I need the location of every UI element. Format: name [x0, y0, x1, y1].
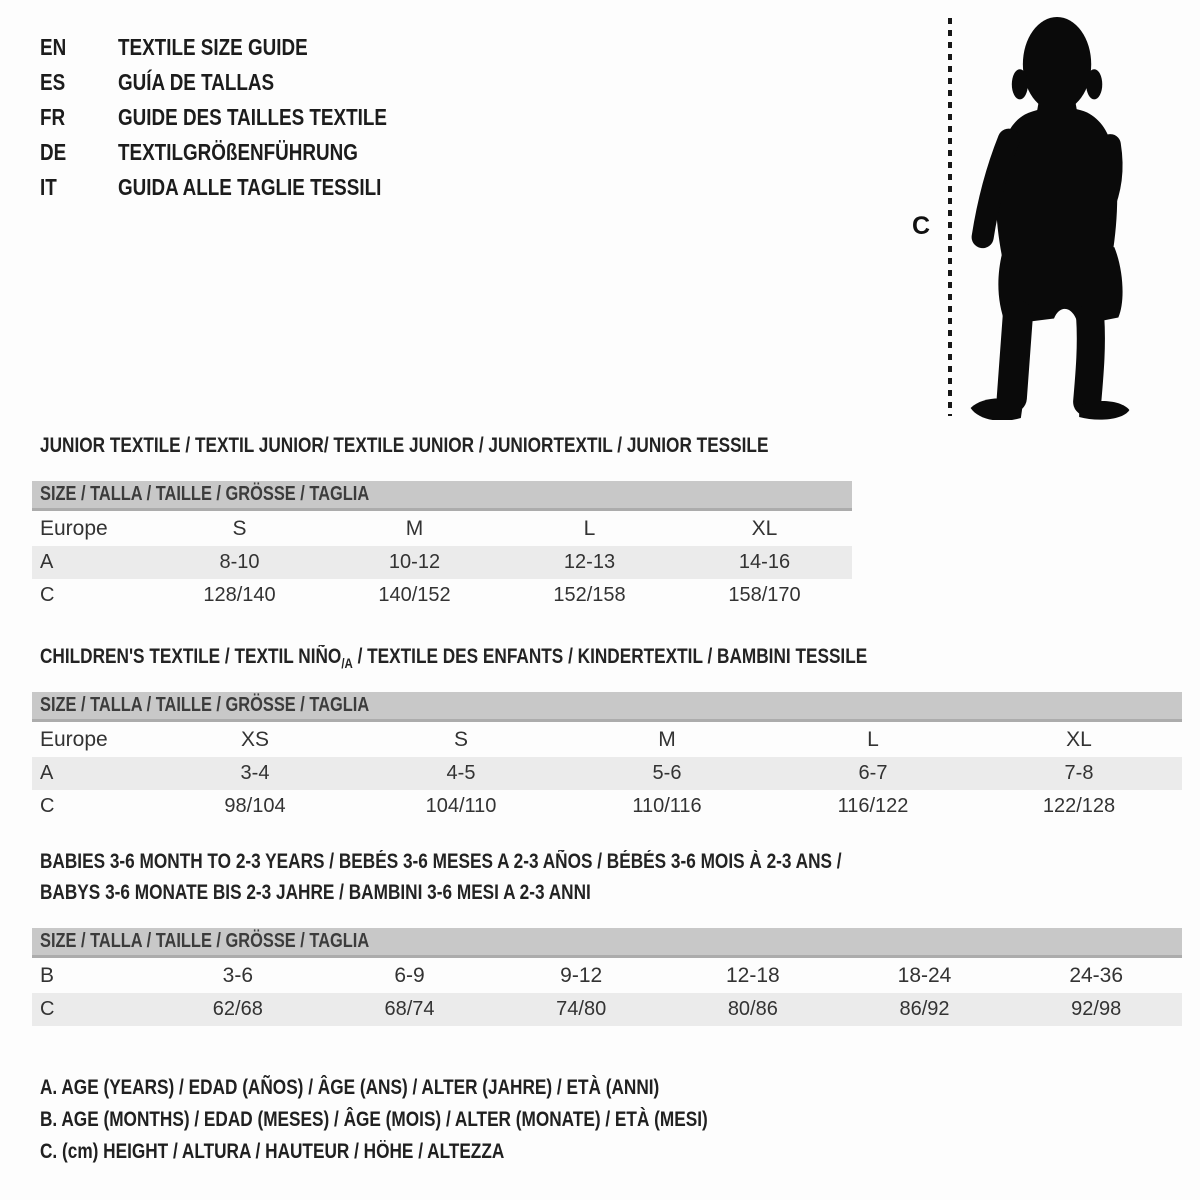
age-cell: 6-7 [858, 762, 888, 784]
language-row [40, 170, 446, 205]
guide-title-it: GUIDA ALLE TAGLIE TESSILI [118, 174, 382, 200]
size-cell: M [405, 516, 424, 540]
children-title-text: CHILDREN'S TEXTILE / TEXTIL NIÑO [40, 645, 342, 668]
guide-title-en: TEXTILE SIZE GUIDE [118, 34, 308, 60]
row-label: C [40, 584, 55, 606]
children-size-table [32, 692, 1182, 823]
age-cell: 12-18 [725, 963, 780, 987]
children-title-text: / TEXTILE DES ENFANTS / KINDERTEXTIL / BAMBINI TESSILE [352, 645, 868, 668]
age-cell: 12-13 [563, 551, 616, 573]
babies-textile-title [40, 846, 1018, 908]
language-row [40, 65, 446, 100]
age-cell: 24-36 [1069, 963, 1124, 987]
height-cell: 74/80 [556, 998, 607, 1020]
babies-title-line2: BABYS 3-6 MONATE BIS 2-3 JAHRE / BAMBINI 3-6 MESI A 2-3 ANNI [40, 881, 591, 904]
legend-line-b: B. AGE (MONTHS) / EDAD (MESES) / ÂGE (MOIS) / ALTER (MONATE) / ETÀ (MESI) [40, 1108, 708, 1131]
height-cell: 110/116 [632, 795, 702, 817]
guide-title-fr: GUIDE DES TAILLES TEXTILE [118, 104, 387, 130]
age-cell: 6-9 [394, 963, 425, 987]
table-row-europe [32, 722, 1182, 757]
guide-title-de: TEXTILGRÖßENFÜHRUNG [118, 139, 358, 165]
height-dashed-line [948, 18, 952, 416]
size-header-text: SIZE / TALLA / TAILLE / GRÖSSE / TAGLIA [40, 930, 370, 952]
guide-title-es: GUÍA DE TALLAS [118, 69, 275, 95]
babies-size-table [32, 928, 1182, 1026]
legend-line-c: C. (cm) HEIGHT / ALTURA / HAUTEUR / HÖHE / ALTEZZA [40, 1140, 505, 1163]
table-row-height [32, 579, 852, 612]
children-textile-title [40, 645, 867, 669]
toddler-silhouette-icon [960, 14, 1140, 420]
age-cell: 18-24 [897, 963, 952, 987]
language-row [40, 135, 446, 170]
size-cell: XL [1066, 727, 1092, 751]
size-header-bar [32, 692, 1182, 722]
row-label: Europe [40, 727, 108, 751]
height-cell: 68/74 [384, 998, 435, 1020]
size-cell: L [583, 516, 596, 540]
table-row-europe [32, 511, 852, 546]
age-cell: 14-16 [738, 551, 791, 573]
height-cell: 116/122 [837, 795, 909, 817]
babies-title-line1: BABIES 3-6 MONTH TO 2-3 YEARS / BEBÉS 3-6 MESES A 2-3 AÑOS / BÉBÉS 3-6 MOIS À 2-3 ANS / [40, 850, 842, 873]
age-cell: 8-10 [219, 551, 260, 573]
height-cell: 80/86 [727, 998, 778, 1020]
age-cell: 4-5 [446, 762, 476, 784]
nino-a-subscript: /A [341, 655, 353, 671]
size-header-text: SIZE / TALLA / TAILLE / GRÖSSE / TAGLIA [40, 483, 370, 505]
height-cell: 128/140 [203, 584, 276, 606]
language-code: ES [40, 69, 66, 95]
age-cell: 3-6 [222, 963, 254, 987]
size-cell: S [232, 516, 247, 540]
language-row [40, 100, 446, 135]
height-cell: 92/98 [1071, 998, 1122, 1020]
height-cell: 122/128 [1042, 795, 1116, 817]
size-cell: XS [240, 727, 269, 751]
age-cell: 7-8 [1064, 762, 1094, 784]
junior-size-table [32, 481, 852, 612]
row-label: B [40, 963, 55, 987]
age-cell: 5-6 [652, 762, 682, 784]
size-cell: S [453, 727, 468, 751]
size-header-bar [32, 928, 1182, 958]
height-cell: 158/170 [728, 584, 801, 606]
age-cell: 3-4 [240, 762, 270, 784]
row-label: A [40, 551, 54, 573]
size-cell: M [658, 727, 676, 751]
height-cell: 86/92 [899, 998, 950, 1020]
language-code: FR [40, 104, 66, 130]
height-cell: 104/110 [425, 795, 497, 817]
height-cell: 152/158 [553, 584, 626, 606]
junior-textile-title: JUNIOR TEXTILE / TEXTIL JUNIOR/ TEXTILE JUNIOR / JUNIORTEXTIL / JUNIOR TESSILE [40, 434, 769, 457]
age-cell: 10-12 [388, 551, 441, 573]
language-title-list [40, 30, 446, 205]
age-cell: 9-12 [560, 963, 603, 987]
language-code: DE [40, 139, 67, 165]
table-row-height [32, 790, 1182, 823]
table-row-age [32, 757, 1182, 790]
row-label: C [40, 998, 55, 1020]
table-row-age-months [32, 958, 1182, 993]
height-cell: 140/152 [378, 584, 451, 606]
language-code: IT [40, 174, 57, 200]
height-cell: 98/104 [224, 795, 286, 817]
table-row-age [32, 546, 852, 579]
legend-line-a: A. AGE (YEARS) / EDAD (AÑOS) / ÂGE (ANS) / ALTER (JAHRE) / ETÀ (ANNI) [40, 1076, 660, 1099]
height-measure-label: C [912, 212, 931, 240]
measurement-legend [40, 1072, 854, 1168]
row-label: Europe [40, 516, 108, 540]
language-code: EN [40, 34, 67, 60]
size-header-text: SIZE / TALLA / TAILLE / GRÖSSE / TAGLIA [40, 694, 370, 716]
height-cell: 62/68 [212, 998, 263, 1020]
row-label: C [40, 795, 55, 817]
language-row [40, 30, 446, 65]
row-label: A [40, 762, 54, 784]
size-cell: L [867, 727, 879, 751]
size-cell: XL [751, 516, 778, 540]
size-header-bar [32, 481, 852, 511]
table-row-height [32, 993, 1182, 1026]
